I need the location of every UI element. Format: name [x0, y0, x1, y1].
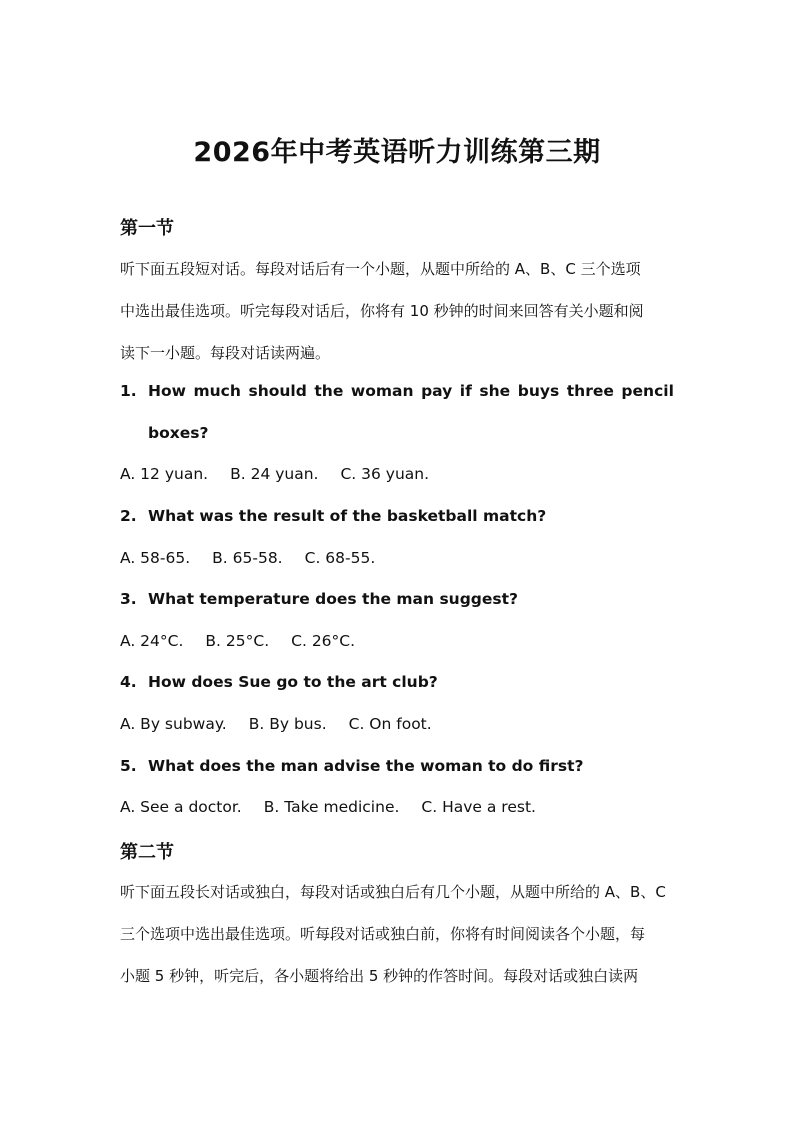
question-5-options [120, 798, 558, 816]
option-c: C. Have a rest. [421, 798, 536, 816]
question-3 [120, 590, 518, 608]
question-word: woman [350, 382, 414, 400]
question-number: 5. [120, 757, 137, 775]
question-word: How [148, 382, 186, 400]
question-text: How does Sue go to the art club? [148, 673, 438, 691]
question-4 [120, 673, 438, 691]
section-2-heading: 第二节 [120, 842, 174, 863]
option-c: C. 36 yuan. [340, 465, 430, 483]
question-4-options [120, 715, 454, 733]
question-word: should [248, 382, 307, 400]
section-1-instruction-line: 中选出最佳选项。听完每段对话后，你将有 10 秒钟的时间来回答有关小题和阅 [120, 302, 644, 320]
option-b: B. 24 yuan. [230, 465, 319, 483]
question-number: 3. [120, 590, 137, 608]
option-c: C. 26°C. [291, 632, 356, 650]
question-word: pencil [621, 382, 674, 400]
question-word: much [193, 382, 241, 400]
option-b: B. Take medicine. [263, 798, 400, 816]
question-2-options [120, 549, 397, 567]
question-number: 2. [120, 507, 137, 525]
section-1-heading: 第一节 [120, 218, 174, 239]
question-5 [120, 757, 584, 775]
option-a: A. 12 yuan. [120, 465, 209, 483]
question-number: 4. [120, 673, 137, 691]
option-b: B. By bus. [248, 715, 327, 733]
question-text: What temperature does the man suggest? [148, 590, 519, 608]
question-text: What does the man advise the woman to do first? [148, 757, 584, 775]
question-word: the [314, 382, 344, 400]
question-1-options [120, 465, 451, 483]
question-text: What was the result of the basketball match? [148, 507, 547, 525]
section-1-instruction-line: 听下面五段短对话。每段对话后有一个小题，从题中所给的 A、B、C 三个选项 [120, 260, 641, 278]
question-1-continuation: boxes? [148, 424, 209, 442]
question-word: she [479, 382, 511, 400]
option-a: A. 58-65. [120, 549, 191, 567]
question-number: 1. [120, 382, 137, 400]
question-word: pay [421, 382, 453, 400]
question-word: buys [517, 382, 560, 400]
question-word: if [459, 382, 472, 400]
option-a: A. By subway. [120, 715, 227, 733]
question-2 [120, 507, 546, 525]
option-a: A. 24°C. [120, 632, 184, 650]
section-2-instruction-line: 小题 5 秒钟，听完后，各小题将给出 5 秒钟的作答时间。每段对话或独白读两 [120, 967, 639, 985]
question-text-line [148, 382, 674, 400]
option-b: B. 65-58. [212, 549, 283, 567]
section-1-instruction-line: 读下一小题。每段对话读两遍。 [120, 344, 331, 362]
question-word: three [566, 382, 614, 400]
section-2-instruction-line: 听下面五段长对话或独白，每段对话或独白后有几个小题，从题中所给的 A、B、C [120, 883, 666, 901]
option-c: C. 68-55. [304, 549, 376, 567]
option-b: B. 25°C. [205, 632, 270, 650]
section-2-instruction-line: 三个选项中选出最佳选项。听每段对话或独白前，你将有时间阅读各个小题，每 [120, 925, 646, 943]
option-c: C. On foot. [348, 715, 432, 733]
question-1 [120, 382, 674, 400]
question-3-options [120, 632, 377, 650]
option-a: A. See a doctor. [120, 798, 242, 816]
document-title: 2026年中考英语听力训练第三期 [193, 137, 601, 168]
